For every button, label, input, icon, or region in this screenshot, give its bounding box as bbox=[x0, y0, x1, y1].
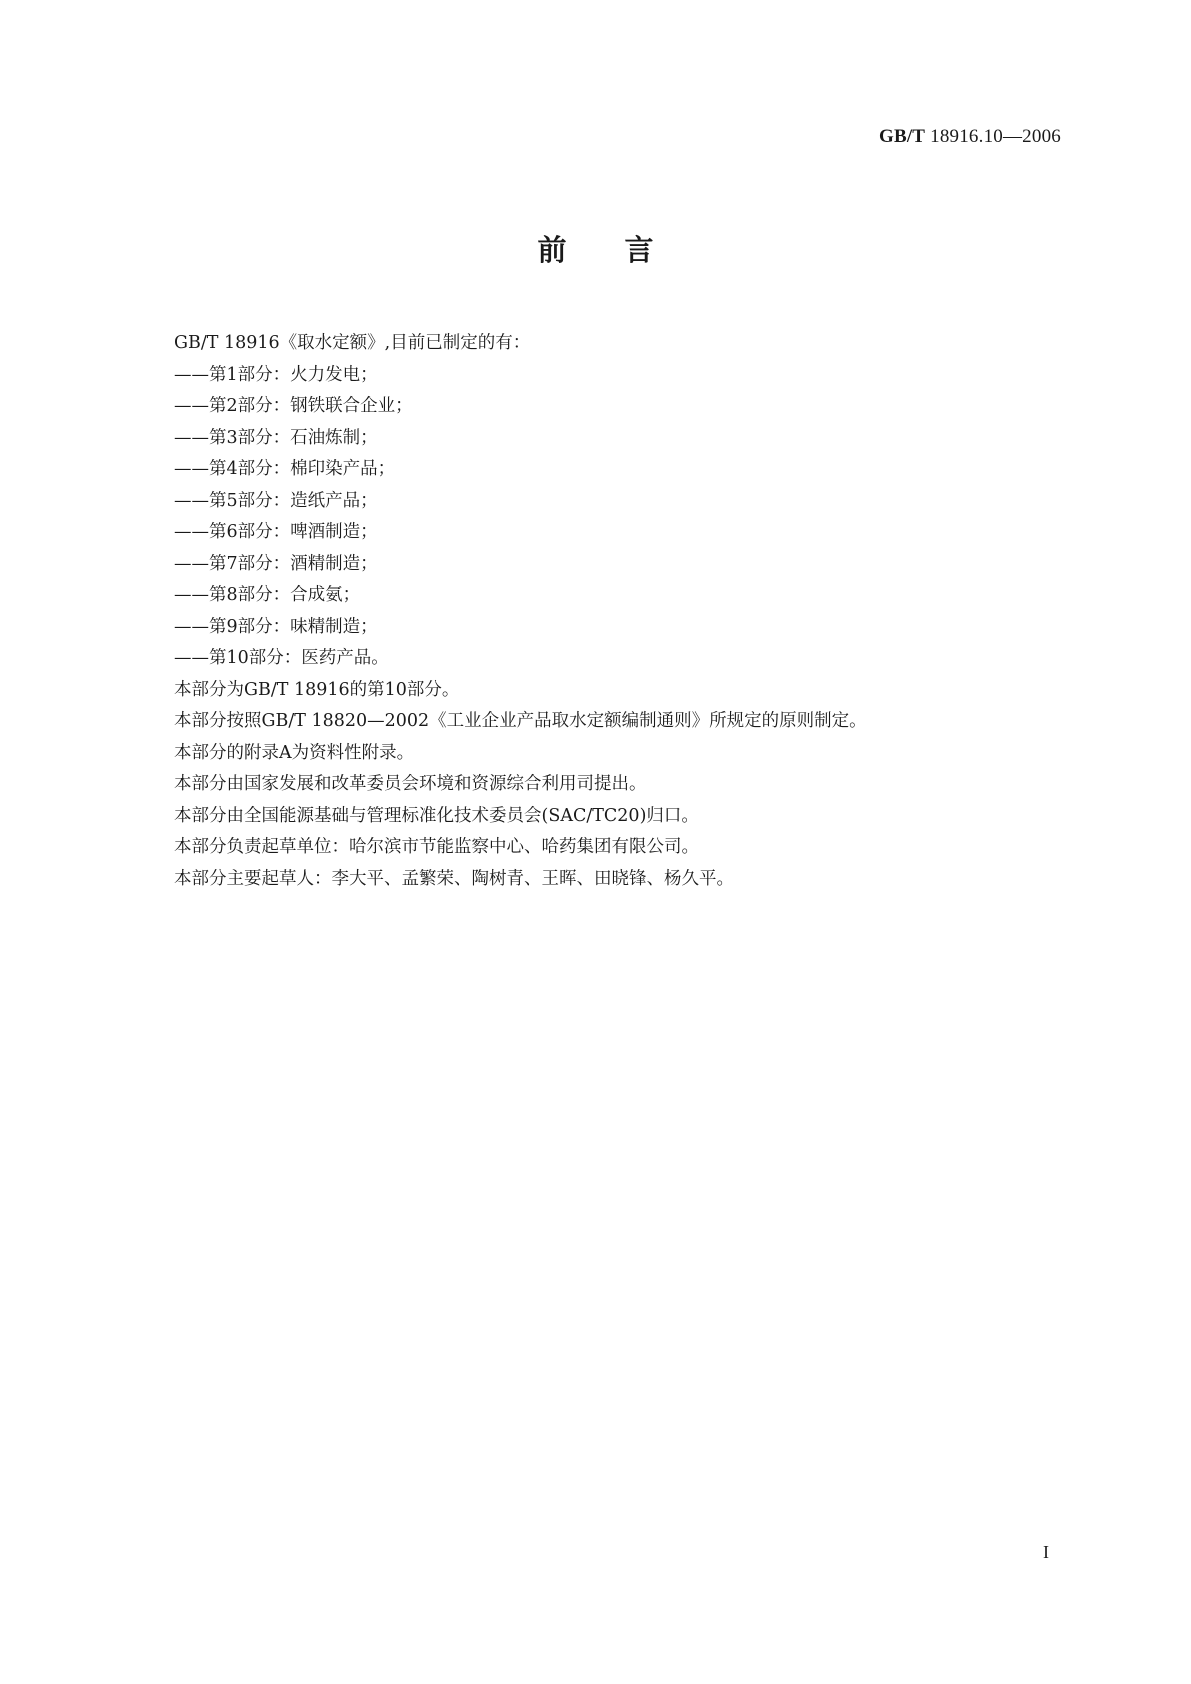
paragraph: 本部分按照GB/T 18820—2002《工业企业产品取水定额编制通则》所规定的原则制定。 bbox=[174, 711, 867, 731]
foreword-body bbox=[174, 328, 1054, 895]
paragraph: 本部分由国家发展和改革委员会环境和资源综合利用司提出。 bbox=[174, 774, 647, 794]
paragraph: 本部分为GB/T 18916的第10部分。 bbox=[174, 679, 460, 700]
standard-code-number: 18916.10—2006 bbox=[925, 126, 1061, 147]
paragraph: 本部分主要起草人：李大平、孟繁荣、陶树青、王晖、田晓锋、杨久平。 bbox=[174, 868, 734, 889]
page-number: I bbox=[1043, 1542, 1049, 1562]
list-item: ——第1部分：火力发电； bbox=[174, 364, 378, 385]
list-item: ——第5部分：造纸产品； bbox=[174, 490, 378, 511]
paragraph: 本部分由全国能源基础与管理标准化技术委员会(SAC/TC20)归口。 bbox=[174, 805, 699, 826]
list-item: ——第3部分：石油炼制； bbox=[174, 427, 378, 448]
list-item: ——第2部分：钢铁联合企业； bbox=[174, 396, 413, 416]
list-item: ——第8部分：合成氨； bbox=[174, 585, 361, 605]
standard-code-prefix: GB/T bbox=[878, 126, 926, 147]
list-item: ——第10部分：医药产品。 bbox=[174, 648, 389, 668]
standard-code bbox=[879, 126, 1061, 148]
page-title: 前言 bbox=[537, 233, 712, 267]
paragraph: 本部分负责起草单位：哈尔滨市节能监察中心、哈药集团有限公司。 bbox=[174, 837, 699, 857]
paragraph: 本部分的附录A为资料性附录。 bbox=[174, 742, 415, 763]
list-item: ——第4部分：棉印染产品； bbox=[174, 459, 396, 479]
intro-paragraph: GB/T 18916《取水定额》,目前已制定的有： bbox=[174, 333, 531, 353]
list-item: ——第9部分：味精制造； bbox=[174, 616, 378, 637]
list-item: ——第6部分：啤酒制造； bbox=[174, 522, 378, 542]
list-item: ——第7部分：酒精制造； bbox=[174, 553, 378, 574]
